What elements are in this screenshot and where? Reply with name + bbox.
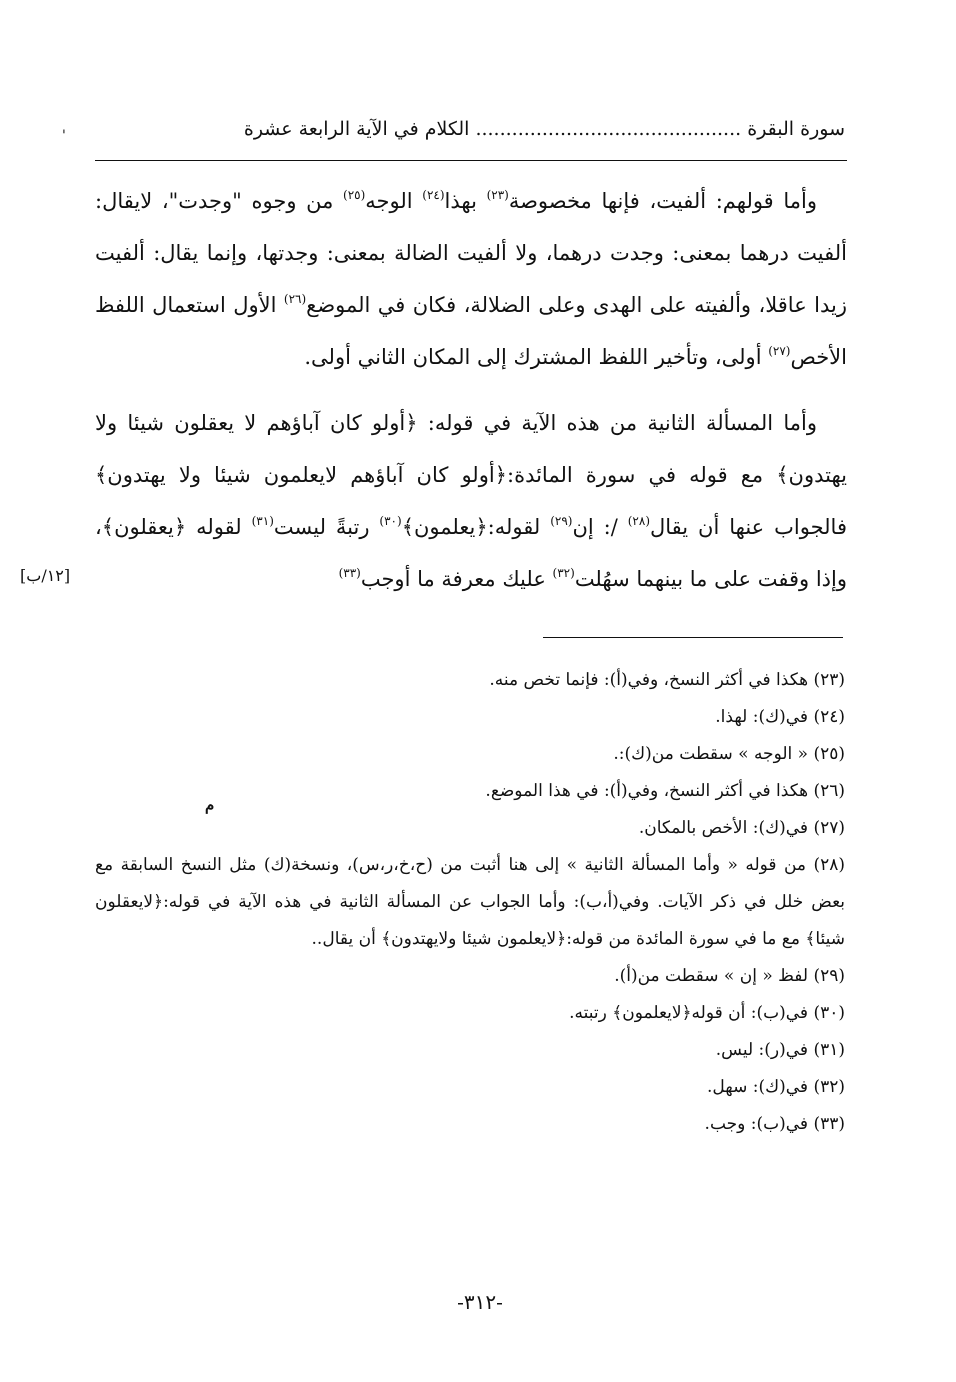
footnote-27: (٢٧) في(ك): الأخص بالمكان.	[638, 818, 845, 838]
main-text	[95, 175, 847, 605]
footnotes	[95, 662, 845, 1143]
paragraph-1: وأما قولهم: ألفيت، فإنها مخصوصة$^{(٢٣)}$ بهذا$^{(٢٤)}$ الوجه$^{(٢٥)}$ من وجوه "وجدت"، لايقال: ألفيت درهما بمعنى: وجدت درهما، ولا ألفيت الضالة بمعنى: وجدتها، وإنما يقال: ألفيت زيدا عاقلا، وألفيته على الهدى وعلى الضلالة، فكان في الموضع$^{(٢٦)}$ الأول استعمال اللفظ الأخص$^{(٢٧)}$ أولى، وتأخير اللفظ المشترك إلى المكان الثاني أولى.	[95, 188, 847, 369]
header-dots: ............................................	[475, 118, 742, 140]
footnote-ref-31: (٣١)	[251, 514, 274, 528]
header-section: الكلام في الآية الرابعة عشرة	[243, 118, 470, 140]
header-surah: سورة البقرة	[747, 118, 845, 140]
footnote-ref-29: (٢٩)	[550, 514, 573, 528]
footnote-ref-33: (٣٣)	[338, 566, 361, 580]
footnote-28: (٢٨) من قوله « وأما المسألة الثانية » إلى هنا أثبت من (ح،خ،ر،س)، ونسخة(ك) مثل النسخ السابقة مع بعض خلل في ذكر الآيات. وفي(أ،ب): وأما الجواب عن المسألة الثانية في هذه الآية في قوله:﴿لايعقلون شيئا﴾ مع ما في سورة المائدة من قوله:﴿لايعلمون شيئا ولايهتدون﴾ أن يقال..	[95, 855, 845, 949]
footnote-26: (٢٦) هكذا في أكثر النسخ، وفي(أ): في هذا الموضع.	[485, 781, 845, 801]
footnote-32: (٣٢) في(ك): سهل.	[706, 1077, 845, 1097]
stray-tick-mark: '	[62, 128, 66, 144]
footnote-ref-32: (٣٢)	[552, 566, 575, 580]
footnote-ref-23: (٢٣)	[486, 188, 509, 202]
footnote-25: (٢٥) « الوجه » سقطت من(ك):.	[613, 744, 845, 764]
paragraph-2: وأما المسألة الثانية من هذه الآية في قوله: ﴿أولو كان آباؤهم لا يعقلون شيئا ولا يهتدون﴾ مع قوله في سورة المائدة:﴿أولو كان آباؤهم لايعلمون شيئا ولا يهتدون﴾ فالجواب عنها أن يقال$^{(٢٨)}$ /: إن$^{(٢٩)}$ لقوله:﴿يعلمون﴾$^{(٣٠)}$ رتبةً ليست$^{(٣١)}$ لقوله ﴿يعقلون﴾، وإذا وقفت على ما بينهما سهُلت$^{(٣٢)}$ عليك معرفة ما أوجب$^{(٣٣)}$	[95, 411, 847, 591]
footnote-ref-24: (٢٤)	[422, 188, 445, 202]
footnote-30: (٣٠) في(ب): أن قوله﴿لايعلمون﴾ رتبته.	[569, 1003, 845, 1023]
footnote-ref-28: (٢٨)	[627, 514, 650, 528]
footnote-23: (٢٣) هكذا في أكثر النسخ، وفي(أ): فإنما تخص منه.	[489, 670, 845, 690]
footnote-ref-25: (٢٥)	[343, 188, 366, 202]
folio-reference: [١٢/ب]	[20, 566, 71, 585]
running-header	[95, 118, 845, 158]
footnote-ref-27: (٢٧)	[768, 344, 791, 358]
footnote-ref-26: (٢٦)	[283, 292, 307, 306]
footnote-ref-30: (٣٠)	[379, 514, 402, 528]
footnote-29: (٢٩) لفظ « إن » سقطت من(أ).	[614, 966, 845, 986]
page-number: -٣١٢-	[457, 1290, 503, 1314]
footnote-24: (٢٤) في(ك): لهذا.	[715, 707, 845, 727]
footnote-31: (٣١) في(ر): ليس.	[715, 1040, 845, 1060]
stray-margin-mark: م	[205, 796, 215, 814]
header-divider	[95, 160, 847, 161]
footnote-33: (٣٣) في(ب): وجب.	[704, 1114, 845, 1134]
footnote-divider	[543, 637, 843, 638]
